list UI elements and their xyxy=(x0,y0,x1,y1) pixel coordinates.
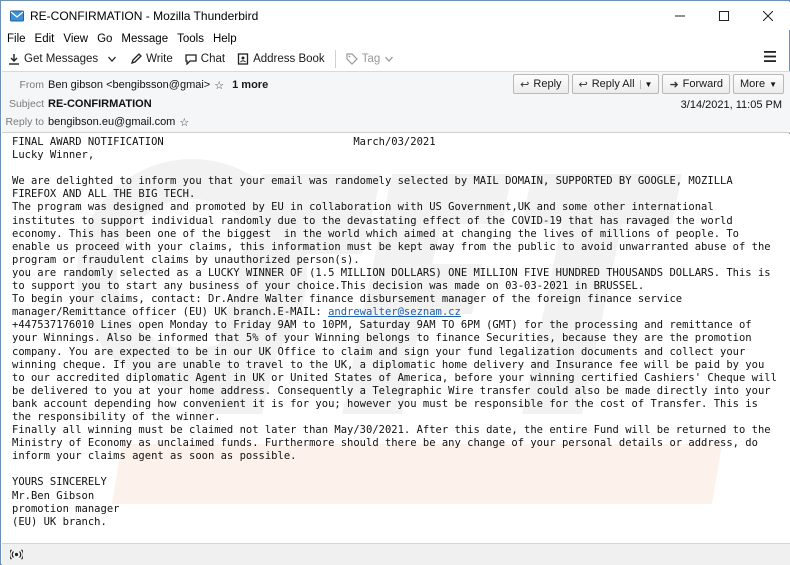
forward-icon: ➜ xyxy=(669,78,679,91)
toolbar-separator xyxy=(335,50,336,68)
signature-line: (EU) UK branch. xyxy=(12,515,107,528)
message-text xyxy=(12,136,782,529)
close-icon[interactable] xyxy=(746,2,790,30)
thunderbird-icon xyxy=(10,9,24,23)
body-paragraph: you are randomly selected as a LUCKY WINNER OF (1.5 MILLION DOLLARS) ONE MILLION FIVE HUNDRED THOUSANDS DOLLARS. This is to support you to start any business of your choice.This decision was made on 03-03-2021 in BRUSSEL. xyxy=(12,266,777,293)
address-book-button[interactable] xyxy=(231,48,331,70)
menu-go[interactable]: Go xyxy=(97,32,113,45)
tag-label: Tag xyxy=(361,53,381,65)
reply-label: Reply xyxy=(533,78,562,90)
body-paragraph: +447537176010 Lines open Monday to Friday 9AM to 10PM, Saturday 9AM TO 6PM (GMT) for the processing and remittance of your Winnings. Also be informed that 5% of your Winning belongs to finance Securities, because they are the promotion company. You are expected to be in our UK Office to claim and sign your fund legalization documents and collect your winning cheque. If you are unable to travel to the UK, a diplomatic home delivery and Insurance fee will be paid by you to our accredited diplomatic Agent in UK or United States of America, before your winning certified Cashiers' Cheque will be delivered to you at your home address. Consequently a Telegraphic Wire transfer could also be made directly into your bank account depending how convenient it is for you; however you must be responsible for the cost of Transfer. This is the responsibility of the winner. xyxy=(12,319,784,423)
reply-icon: ↩ xyxy=(520,78,530,91)
hamburger-icon xyxy=(764,51,776,62)
body-paragraph: To begin your claims, contact: Dr.Andre Walter finance disbursement manager of the foreign finance service manager/Remittance officer (EU) UK branch.E-MAIL: xyxy=(12,293,689,319)
reply-all-icon: ↩ xyxy=(578,78,588,91)
signature-line: promotion manager xyxy=(12,502,120,515)
body-line-greeting: Lucky Winner, xyxy=(12,149,95,162)
get-messages-dropdown[interactable] xyxy=(104,48,124,70)
reply-button[interactable] xyxy=(513,74,568,94)
menu-edit[interactable]: Edit xyxy=(34,32,55,45)
chevron-down-icon: ▼ xyxy=(769,79,777,89)
header-buttons xyxy=(510,74,784,94)
from-label: From xyxy=(19,79,44,91)
wifi-activity-icon[interactable] xyxy=(10,549,23,560)
subject-row xyxy=(2,95,152,113)
signature-line: YOURS SINCERELY xyxy=(12,476,107,489)
maximize-icon[interactable] xyxy=(702,2,746,30)
forward-label: Forward xyxy=(682,78,724,90)
chat-button[interactable] xyxy=(179,48,231,70)
body-paragraph: We are delighted to inform you that your email was randomely selected by MAIL DOMAIN, SUPPORTED BY GOOGLE, MOZILLA FIREFOX AND ALL THE BIG TECH. xyxy=(12,175,739,201)
body-paragraph: Finally all winning must be claimed not later than May/30/2021. After this date, the entire Fund will be returned to the Ministry of Economy as unclaimed funds. Furthermore should there be any change of your personal details or address, do inform your claims agent as soon as possible. xyxy=(12,424,777,463)
chevron-down-icon xyxy=(385,56,393,62)
more-recipients-link[interactable]: 1 more xyxy=(232,79,269,91)
menu-message[interactable]: Message xyxy=(121,32,169,45)
menu-view[interactable]: View xyxy=(63,32,89,45)
replyto-label: Reply to xyxy=(5,116,44,128)
menu-tools[interactable]: Tools xyxy=(177,32,204,45)
chat-label: Chat xyxy=(200,53,226,65)
minimize-icon[interactable] xyxy=(658,2,702,30)
from-value[interactable]: Ben gibson <bengibsson@gmai> xyxy=(48,79,211,91)
from-row xyxy=(2,76,268,94)
menu-bar xyxy=(2,30,790,47)
app-menu-button[interactable] xyxy=(764,51,776,65)
write-label: Write xyxy=(146,53,173,65)
signature-line: Mr.Ben Gibson xyxy=(12,489,95,502)
message-body xyxy=(2,134,790,543)
replyto-row xyxy=(2,113,189,131)
body-line-heading: FINAL AWARD NOTIFICATION March/03/2021 xyxy=(12,136,436,148)
chevron-down-icon[interactable]: ▼ xyxy=(640,80,653,89)
menu-help[interactable]: Help xyxy=(212,32,237,45)
menu-file[interactable]: File xyxy=(7,32,26,45)
pencil-icon xyxy=(130,53,142,65)
tag-button[interactable] xyxy=(340,48,404,70)
reply-all-button[interactable] xyxy=(572,74,660,94)
write-button[interactable] xyxy=(124,48,179,70)
get-messages-label: Get Messages xyxy=(24,53,99,65)
download-icon xyxy=(8,53,20,65)
chat-bubble-icon xyxy=(185,53,197,65)
address-book-label: Address Book xyxy=(253,53,325,65)
main-toolbar xyxy=(2,47,790,71)
subject-label: Subject xyxy=(8,98,44,110)
star-icon[interactable]: ☆ xyxy=(214,79,225,92)
subject-value: RE-CONFIRMATION xyxy=(48,98,152,110)
window-controls xyxy=(658,2,790,30)
window-title: RE-CONFIRMATION - Mozilla Thunderbird xyxy=(30,9,259,23)
more-label: More xyxy=(740,78,766,90)
message-header xyxy=(2,71,790,133)
address-book-icon xyxy=(237,53,249,65)
tag-icon xyxy=(346,53,358,65)
body-paragraph: The program was designed and promoted by EU in collaboration with US Government,UK and some other international institutes to support individual randomly due to the devastating effect of the COVID-19 that has ravaged the world economy. This has been one of the biggest in the world which aimed at changing the lives of millions of people. To enable us proceed with your claims, this information must be kept away from the public to avoid unwarranted abuse of the program or fraudulent claims by unauthorized person(s). xyxy=(12,201,777,266)
status-bar xyxy=(2,543,790,565)
chevron-down-icon xyxy=(108,56,116,62)
title-bar xyxy=(2,2,790,30)
forward-button[interactable] xyxy=(662,74,730,94)
more-button[interactable] xyxy=(733,74,784,94)
get-messages-button[interactable] xyxy=(2,48,104,70)
star-icon[interactable]: ☆ xyxy=(179,116,190,129)
email-link[interactable]: andrewalter@seznam.cz xyxy=(328,306,461,319)
message-date: 3/14/2021, 11:05 PM xyxy=(680,99,782,111)
reply-all-label: Reply All xyxy=(591,78,635,90)
replyto-value[interactable]: bengibson.eu@gmail.com xyxy=(48,116,176,128)
